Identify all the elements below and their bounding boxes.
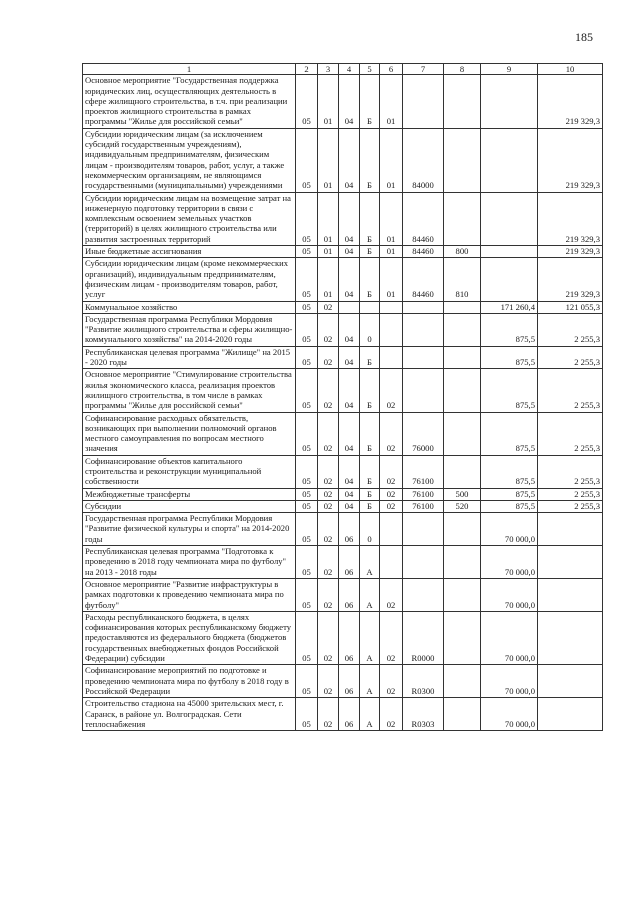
expense-type-code xyxy=(444,455,481,488)
amount-2017 xyxy=(481,75,538,128)
amount-2018: 2 255,3 xyxy=(538,369,603,412)
subprogram-code: А xyxy=(360,611,380,664)
section-code: 05 xyxy=(296,75,318,128)
row-description: Республиканская целевая программа "Жилище" на 2015 - 2020 годы xyxy=(83,346,296,369)
direction-code: 76100 xyxy=(403,455,444,488)
subsection-code: 01 xyxy=(318,75,339,128)
section-code: 05 xyxy=(296,246,318,258)
amount-2017: 875,5 xyxy=(481,500,538,512)
subsection-code: 02 xyxy=(318,412,339,455)
activity-code: 01 xyxy=(380,258,403,301)
subsection-code: 01 xyxy=(318,246,339,258)
section-code: 05 xyxy=(296,455,318,488)
subprogram-code: Б xyxy=(360,455,380,488)
subsection-code: 02 xyxy=(318,488,339,500)
column-header: 10 xyxy=(538,64,603,75)
direction-code xyxy=(403,513,444,546)
amount-2017 xyxy=(481,192,538,245)
direction-code: 76000 xyxy=(403,412,444,455)
page-number: 185 xyxy=(575,30,593,44)
amount-2018: 219 329,3 xyxy=(538,75,603,128)
subsection-code: 02 xyxy=(318,500,339,512)
table-row xyxy=(83,301,603,313)
budget-table xyxy=(82,63,603,731)
expense-type-code xyxy=(444,75,481,128)
expense-type-code: 810 xyxy=(444,258,481,301)
activity-code: 02 xyxy=(380,412,403,455)
program-code: 06 xyxy=(339,513,360,546)
table-row xyxy=(83,346,603,369)
program-code: 04 xyxy=(339,75,360,128)
program-code: 04 xyxy=(339,128,360,192)
row-description: Основное мероприятие "Стимулирование строительства жилья экономического класса, реализация проектов жилищного строительства, в том числе в рамках программы "Жилье для российской семьи" xyxy=(83,369,296,412)
activity-code: 02 xyxy=(380,698,403,731)
expense-type-code: 800 xyxy=(444,246,481,258)
amount-2018 xyxy=(538,513,603,546)
direction-code: 76100 xyxy=(403,488,444,500)
amount-2017: 875,5 xyxy=(481,346,538,369)
amount-2017: 70 000,0 xyxy=(481,698,538,731)
subsection-code: 02 xyxy=(318,513,339,546)
section-code: 05 xyxy=(296,301,318,313)
subprogram-code xyxy=(360,301,380,313)
direction-code: 84460 xyxy=(403,258,444,301)
program-code: 04 xyxy=(339,192,360,245)
amount-2017: 875,5 xyxy=(481,455,538,488)
subsection-code: 02 xyxy=(318,455,339,488)
amount-2017: 171 260,4 xyxy=(481,301,538,313)
subprogram-code: Б xyxy=(360,488,380,500)
amount-2017 xyxy=(481,246,538,258)
subsection-code: 02 xyxy=(318,301,339,313)
row-description: Коммунальное хозяйство xyxy=(83,301,296,313)
direction-code xyxy=(403,301,444,313)
direction-code: R0300 xyxy=(403,665,444,698)
expense-type-code xyxy=(444,546,481,579)
column-header: 6 xyxy=(380,64,403,75)
table-row xyxy=(83,665,603,698)
column-header: 8 xyxy=(444,64,481,75)
row-description: Расходы республиканского бюджета, в целях софинансирования которых республиканскому бюджету предоставляются из федерального бюджета (бюджетов государственных внебюджетных фондов Российской Федерации) субсидии xyxy=(83,611,296,664)
activity-code: 02 xyxy=(380,488,403,500)
amount-2018: 2 255,3 xyxy=(538,455,603,488)
subsection-code: 02 xyxy=(318,578,339,611)
subprogram-code: Б xyxy=(360,500,380,512)
amount-2018: 2 255,3 xyxy=(538,412,603,455)
direction-code: R0303 xyxy=(403,698,444,731)
expense-type-code xyxy=(444,301,481,313)
subprogram-code: Б xyxy=(360,258,380,301)
amount-2017: 70 000,0 xyxy=(481,546,538,579)
subsection-code: 02 xyxy=(318,369,339,412)
program-code: 04 xyxy=(339,313,360,346)
activity-code: 02 xyxy=(380,611,403,664)
subsection-code: 02 xyxy=(318,611,339,664)
table-row xyxy=(83,698,603,731)
expense-type-code xyxy=(444,128,481,192)
section-code: 05 xyxy=(296,258,318,301)
section-code: 05 xyxy=(296,500,318,512)
amount-2017 xyxy=(481,258,538,301)
table-row xyxy=(83,513,603,546)
direction-code: 76100 xyxy=(403,500,444,512)
table-row xyxy=(83,258,603,301)
activity-code: 02 xyxy=(380,578,403,611)
section-code: 05 xyxy=(296,665,318,698)
expense-type-code xyxy=(444,698,481,731)
direction-code xyxy=(403,313,444,346)
subsection-code: 01 xyxy=(318,258,339,301)
table-row xyxy=(83,246,603,258)
direction-code: 84460 xyxy=(403,192,444,245)
program-code: 04 xyxy=(339,246,360,258)
amount-2018: 219 329,3 xyxy=(538,246,603,258)
activity-code: 02 xyxy=(380,455,403,488)
table-row xyxy=(83,75,603,128)
direction-code xyxy=(403,369,444,412)
activity-code xyxy=(380,301,403,313)
program-code: 04 xyxy=(339,346,360,369)
subprogram-code: Б xyxy=(360,412,380,455)
expense-type-code xyxy=(444,369,481,412)
row-description: Республиканская целевая программа "Подготовка к проведению в 2018 году чемпионата мира по футболу" на 2013 - 2018 годы xyxy=(83,546,296,579)
row-description: Субсидии юридическим лицам (кроме некоммерческих организаций), индивидуальным предпринимателям, физическим лицам - производителям товаров, работ, услуг xyxy=(83,258,296,301)
section-code: 05 xyxy=(296,611,318,664)
amount-2018 xyxy=(538,665,603,698)
direction-code xyxy=(403,75,444,128)
subprogram-code: А xyxy=(360,698,380,731)
program-code xyxy=(339,301,360,313)
direction-code xyxy=(403,578,444,611)
section-code: 05 xyxy=(296,698,318,731)
subprogram-code: Б xyxy=(360,128,380,192)
activity-code: 01 xyxy=(380,246,403,258)
subsection-code: 02 xyxy=(318,546,339,579)
column-header: 2 xyxy=(296,64,318,75)
activity-code: 01 xyxy=(380,128,403,192)
program-code: 04 xyxy=(339,412,360,455)
direction-code: R0000 xyxy=(403,611,444,664)
table-header-row xyxy=(83,64,603,75)
amount-2018: 2 255,3 xyxy=(538,313,603,346)
table-row xyxy=(83,611,603,664)
table-row xyxy=(83,500,603,512)
amount-2018 xyxy=(538,546,603,579)
activity-code xyxy=(380,346,403,369)
amount-2017: 875,5 xyxy=(481,488,538,500)
subsection-code: 02 xyxy=(318,698,339,731)
amount-2018: 219 329,3 xyxy=(538,192,603,245)
table-row xyxy=(83,128,603,192)
program-code: 04 xyxy=(339,369,360,412)
section-code: 05 xyxy=(296,412,318,455)
amount-2017 xyxy=(481,128,538,192)
amount-2017: 70 000,0 xyxy=(481,665,538,698)
program-code: 06 xyxy=(339,665,360,698)
column-header: 7 xyxy=(403,64,444,75)
section-code: 05 xyxy=(296,488,318,500)
direction-code: 84000 xyxy=(403,128,444,192)
row-description: Государственная программа Республики Мордовия "Развитие физической культуры и спорта" на 2014-2020 годы xyxy=(83,513,296,546)
amount-2018: 121 055,3 xyxy=(538,301,603,313)
program-code: 04 xyxy=(339,488,360,500)
subsection-code: 01 xyxy=(318,128,339,192)
direction-code: 84460 xyxy=(403,246,444,258)
table-row xyxy=(83,313,603,346)
subprogram-code: 0 xyxy=(360,513,380,546)
row-description: Межбюджетные трансферты xyxy=(83,488,296,500)
amount-2018: 2 255,3 xyxy=(538,346,603,369)
expense-type-code xyxy=(444,665,481,698)
program-code: 04 xyxy=(339,258,360,301)
table-row xyxy=(83,192,603,245)
column-header: 9 xyxy=(481,64,538,75)
table-row xyxy=(83,369,603,412)
amount-2017: 70 000,0 xyxy=(481,611,538,664)
program-code: 06 xyxy=(339,578,360,611)
row-description: Софинансирование объектов капитального строительства и реконструкции муниципальной собственности xyxy=(83,455,296,488)
program-code: 04 xyxy=(339,500,360,512)
amount-2018 xyxy=(538,578,603,611)
row-description: Строительство стадиона на 45000 зрительских мест, г. Саранск, в районе ул. Волгоградская. Сети теплоснабжения xyxy=(83,698,296,731)
section-code: 05 xyxy=(296,546,318,579)
program-code: 06 xyxy=(339,698,360,731)
row-description: Субсидии юридическим лицам (за исключением субсидий государственным учреждениям), индивидуальным предпринимателям, физическим лицам - производителям товаров, работ, услуг, а также некоммерческим организациям, не являющимся государственными (муниципальными) учреждениями xyxy=(83,128,296,192)
subprogram-code: 0 xyxy=(360,313,380,346)
subsection-code: 02 xyxy=(318,665,339,698)
amount-2017: 70 000,0 xyxy=(481,513,538,546)
program-code: 06 xyxy=(339,611,360,664)
subprogram-code: Б xyxy=(360,192,380,245)
section-code: 05 xyxy=(296,578,318,611)
direction-code xyxy=(403,346,444,369)
activity-code: 02 xyxy=(380,369,403,412)
expense-type-code xyxy=(444,346,481,369)
expense-type-code xyxy=(444,611,481,664)
activity-code: 01 xyxy=(380,192,403,245)
section-code: 05 xyxy=(296,346,318,369)
row-description: Основное мероприятие "Развитие инфраструктуры в рамках подготовки к проведению чемпионата мира по футболу" xyxy=(83,578,296,611)
table-body xyxy=(83,75,603,731)
expense-type-code: 520 xyxy=(444,500,481,512)
amount-2017: 875,5 xyxy=(481,313,538,346)
row-description: Государственная программа Республики Мордовия "Развитие жилищного строительства и сферы жилищно-коммунального хозяйства" на 2014-2020 годы xyxy=(83,313,296,346)
amount-2018 xyxy=(538,698,603,731)
subprogram-code: Б xyxy=(360,246,380,258)
amount-2018: 219 329,3 xyxy=(538,128,603,192)
table-row xyxy=(83,455,603,488)
expense-type-code xyxy=(444,192,481,245)
subsection-code: 01 xyxy=(318,192,339,245)
row-description: Субсидии xyxy=(83,500,296,512)
activity-code xyxy=(380,546,403,579)
table-row xyxy=(83,546,603,579)
program-code: 04 xyxy=(339,455,360,488)
section-code: 05 xyxy=(296,513,318,546)
section-code: 05 xyxy=(296,128,318,192)
row-description: Софинансирование мероприятий по подготовке и проведению чемпионата мира по футболу в 2018 году в Российской Федерации xyxy=(83,665,296,698)
activity-code xyxy=(380,313,403,346)
direction-code xyxy=(403,546,444,579)
amount-2018 xyxy=(538,611,603,664)
row-description: Софинансирование расходных обязательств, возникающих при выполнении полномочий органов местного самоуправления по вопросам местного значения xyxy=(83,412,296,455)
column-header: 1 xyxy=(83,64,296,75)
program-code: 06 xyxy=(339,546,360,579)
column-header: 4 xyxy=(339,64,360,75)
expense-type-code xyxy=(444,578,481,611)
section-code: 05 xyxy=(296,192,318,245)
amount-2017: 875,5 xyxy=(481,369,538,412)
table-row xyxy=(83,488,603,500)
table-row xyxy=(83,578,603,611)
column-header: 5 xyxy=(360,64,380,75)
table-row xyxy=(83,412,603,455)
amount-2017: 875,5 xyxy=(481,412,538,455)
amount-2018: 219 329,3 xyxy=(538,258,603,301)
section-code: 05 xyxy=(296,313,318,346)
activity-code: 02 xyxy=(380,500,403,512)
subprogram-code: Б xyxy=(360,75,380,128)
subsection-code: 02 xyxy=(318,313,339,346)
row-description: Иные бюджетные ассигнования xyxy=(83,246,296,258)
row-description: Основное мероприятие "Государственная поддержка юридических лиц, осуществляющих деятельность в сфере жилищного строительства, в т.ч. при реализации проектов жилищного строительства в рамках программы "Жилье для российской семьи" xyxy=(83,75,296,128)
expense-type-code xyxy=(444,313,481,346)
amount-2018: 2 255,3 xyxy=(538,488,603,500)
subprogram-code: А xyxy=(360,578,380,611)
subprogram-code: А xyxy=(360,665,380,698)
activity-code: 02 xyxy=(380,665,403,698)
subprogram-code: Б xyxy=(360,369,380,412)
activity-code xyxy=(380,513,403,546)
section-code: 05 xyxy=(296,369,318,412)
expense-type-code xyxy=(444,513,481,546)
amount-2018: 2 255,3 xyxy=(538,500,603,512)
row-description: Субсидии юридическим лицам на возмещение затрат на инженерную подготовку территории в связи с комплексным освоением земельных участков (территорий) в целях жилищного строительства или развития застроенных территорий xyxy=(83,192,296,245)
subsection-code: 02 xyxy=(318,346,339,369)
expense-type-code xyxy=(444,412,481,455)
subprogram-code: А xyxy=(360,546,380,579)
expense-type-code: 500 xyxy=(444,488,481,500)
subprogram-code: Б xyxy=(360,346,380,369)
amount-2017: 70 000,0 xyxy=(481,578,538,611)
activity-code: 01 xyxy=(380,75,403,128)
column-header: 3 xyxy=(318,64,339,75)
